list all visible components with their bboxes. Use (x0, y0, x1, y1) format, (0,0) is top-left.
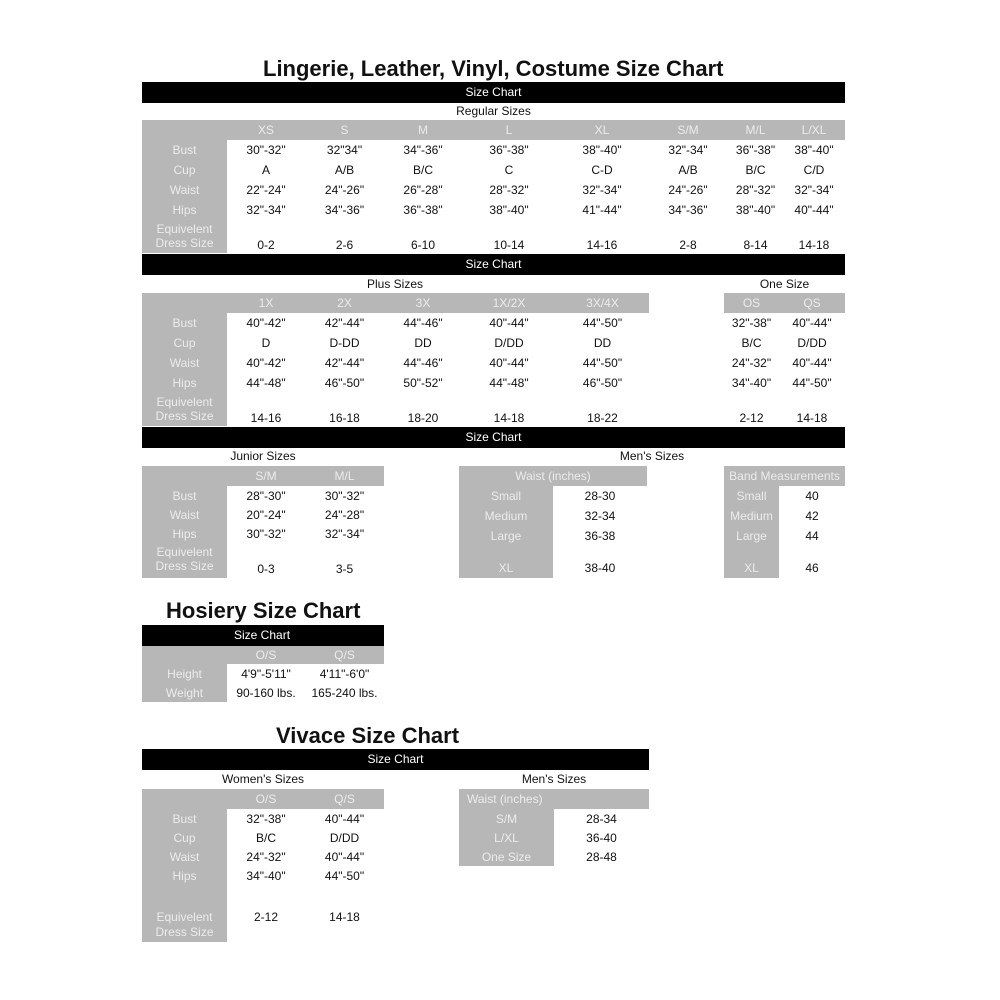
table-cell: 26"-28" (403, 183, 443, 197)
table-cell: 44"-50" (324, 868, 365, 883)
table-cell: 40"-44" (489, 356, 529, 370)
table-cell: 20"-24" (246, 507, 286, 522)
table-cell: 40"-42" (246, 316, 286, 330)
row-label: Hips (142, 866, 227, 885)
table-cell: 6-10 (410, 237, 436, 252)
table-cell: 28-34 (586, 811, 617, 826)
header-cell: OS (724, 293, 779, 313)
table-cell: D/DD (797, 336, 827, 350)
row-label: XL (724, 546, 779, 578)
row-label: Dress Size (142, 925, 227, 942)
table-row (459, 828, 649, 847)
row-label: Dress Size (142, 236, 227, 253)
table-cell: 44"-48" (489, 376, 529, 390)
table-cell: 0-3 (257, 561, 275, 576)
row-label: Hips (142, 524, 227, 543)
size-chart-bar-junior-mens: Size Chart (142, 427, 845, 448)
table-cell: 8-14 (743, 237, 768, 252)
size-chart-bar-regular: Size Chart (142, 82, 845, 103)
table-row (724, 409, 845, 426)
table-cell: 90-160 lbs. (236, 685, 296, 700)
row-label: Bust (142, 809, 227, 828)
table-cell: 28"-30" (246, 488, 286, 503)
header-cell: M (384, 120, 462, 140)
row-label: Dress Size (142, 559, 227, 578)
vivace-womens-title: Women's Sizes (221, 772, 305, 786)
row-label: Hips (142, 200, 227, 220)
table-cell: 38"-40" (489, 203, 529, 217)
table-row (459, 546, 647, 578)
table-cell: 32"-34" (582, 183, 622, 197)
table-cell: 40 (805, 489, 819, 503)
table-cell: 32"-34" (794, 183, 834, 197)
table-cell: 28-30 (584, 489, 616, 503)
regular-header-row (142, 120, 845, 140)
table-cell: 32-34 (584, 509, 616, 523)
regular-sizes-title: Regular Sizes (456, 104, 531, 118)
table-row (142, 200, 845, 220)
row-label: Small (724, 486, 779, 506)
table-cell: 44"-50" (792, 376, 832, 390)
header-cell: XS (227, 120, 305, 140)
vivace-mens-header-row (459, 789, 649, 809)
table-cell: 40"-44" (794, 203, 834, 217)
table-cell: 40"-44" (324, 849, 365, 864)
row-label: Waist (142, 353, 227, 373)
header-cell: XL (556, 120, 648, 140)
table-row (142, 559, 384, 578)
table-cell: 2-12 (739, 410, 764, 425)
table-cell: 2-8 (679, 237, 697, 252)
table-cell: 16-18 (329, 410, 360, 425)
vivace-mens-title: Men's Sizes (521, 772, 587, 786)
row-label: Cup (142, 333, 227, 353)
size-chart-bar-plus: Size Chart (142, 254, 845, 275)
row-label: Waist (142, 180, 227, 200)
hosiery-header-row (142, 646, 384, 664)
header-cell: M/L (305, 466, 384, 486)
table-cell: 46"-50" (324, 376, 365, 390)
header-cell (142, 120, 227, 140)
header-cell: S/M (227, 466, 305, 486)
row-label: Waist (142, 847, 227, 866)
vivace-title: Vivace Size Chart (276, 723, 460, 748)
header-cell (142, 466, 227, 486)
table-row (724, 353, 845, 373)
table-row (142, 236, 845, 253)
table-cell: 18-22 (587, 410, 618, 425)
row-label: Cup (142, 828, 227, 847)
table-row (142, 664, 384, 683)
table-cell: 34"-36" (324, 203, 365, 217)
row-label: Equivelent (142, 220, 227, 236)
table-cell: 34"-40" (731, 376, 772, 390)
hosiery-size-chart-bar: Size Chart (142, 625, 384, 646)
header-cell: Q/S (305, 646, 384, 664)
table-cell: 2-12 (253, 910, 279, 924)
vivace-womens-header-row (142, 789, 384, 809)
row-label: Bust (142, 486, 227, 505)
table-cell: 24"-26" (668, 183, 708, 197)
plus-sizes-table (142, 293, 649, 426)
table-cell: 40"-44" (792, 356, 832, 370)
table-cell: 38"-40" (735, 203, 776, 217)
table-cell: 34"-36" (668, 203, 708, 217)
table-cell: 30"-32" (246, 526, 286, 541)
table-cell: 24"-32" (246, 849, 286, 864)
header-cell: Waist (inches) (459, 466, 647, 486)
table-cell: 36-40 (586, 830, 617, 845)
row-label: Equivelent (142, 543, 227, 559)
table-cell: 36"-38" (489, 143, 529, 157)
row-label: XL (459, 546, 553, 578)
table-cell: 36-38 (584, 529, 616, 543)
table-cell: 32"-34" (246, 203, 286, 217)
regular-sizes-table (142, 120, 845, 253)
row-label: Height (142, 664, 227, 683)
table-cell: 2-6 (335, 237, 354, 252)
table-cell: B/C (745, 163, 766, 177)
table-row (142, 505, 384, 524)
table-cell: 44"-46" (403, 356, 443, 370)
header-cell: 1X/2X (462, 293, 556, 313)
row-label: Weight (142, 683, 227, 702)
table-row (724, 486, 845, 506)
header-cell: L/XL (783, 120, 845, 140)
table-row (142, 828, 384, 847)
table-cell: B/C (741, 336, 762, 350)
table-cell: A/B (334, 163, 355, 177)
table-cell: 14-18 (493, 410, 525, 425)
header-cell: 3X/4X (556, 293, 649, 313)
one-size-title: One Size (759, 277, 810, 291)
mens-waist-header-row (459, 466, 647, 486)
table-cell: 4'9"-5'11" (241, 666, 291, 681)
table-cell: 165-240 lbs. (311, 685, 378, 700)
table-row (724, 526, 845, 546)
vivace-mens-table (459, 789, 649, 866)
junior-header-row (142, 466, 384, 486)
table-cell: A (261, 163, 270, 177)
table-cell: 36"-38" (735, 143, 776, 157)
table-row (142, 180, 845, 200)
table-cell: C-D (591, 163, 613, 177)
table-cell: 3-5 (335, 561, 354, 576)
table-row (142, 373, 649, 393)
table-cell: DD (414, 336, 432, 350)
table-row (459, 486, 647, 506)
table-row (724, 506, 845, 526)
header-cell: 1X (227, 293, 305, 313)
header-cell (142, 293, 227, 313)
table-cell: 18-20 (407, 410, 439, 425)
header-cell: 3X (384, 293, 462, 313)
table-cell: D/DD (329, 830, 360, 845)
table-row (459, 809, 649, 828)
table-cell: 30"-32" (246, 143, 286, 157)
table-row (142, 353, 649, 373)
table-row (142, 220, 845, 236)
junior-sizes-table (142, 466, 384, 578)
table-row (459, 847, 649, 866)
header-cell (142, 789, 227, 809)
table-row (142, 313, 649, 333)
table-row (142, 409, 649, 426)
table-cell: C/D (803, 163, 825, 177)
header-cell: L (462, 120, 556, 140)
row-label: Bust (142, 140, 227, 160)
header-cell: 2X (305, 293, 384, 313)
row-label: L/XL (459, 828, 554, 847)
table-cell: 32"-34" (668, 143, 708, 157)
one-size-table (724, 293, 845, 426)
table-cell: 42"-44" (324, 316, 365, 330)
row-label: Medium (724, 506, 779, 526)
table-row (724, 333, 845, 353)
hosiery-title: Hosiery Size Chart (166, 598, 361, 623)
table-cell: 44"-48" (246, 376, 286, 390)
mens-waist-table (459, 466, 647, 578)
row-label: Large (459, 526, 553, 546)
table-cell: 38-40 (584, 561, 616, 575)
row-label: Small (459, 486, 553, 506)
table-row (459, 526, 647, 546)
table-row (142, 160, 845, 180)
table-cell: 28"-32" (735, 183, 776, 197)
table-cell: 38"-40" (794, 143, 834, 157)
table-cell: 14-18 (796, 410, 828, 425)
table-cell: 40"-44" (324, 811, 365, 826)
table-cell: 44"-50" (582, 316, 623, 330)
table-cell: 44 (805, 529, 819, 543)
table-cell: B/C (412, 163, 433, 177)
header-cell: O/S (227, 789, 305, 809)
table-cell: D (261, 336, 271, 350)
table-cell: 46"-50" (582, 376, 623, 390)
header-cell: S (305, 120, 384, 140)
table-cell: C (504, 163, 514, 177)
plus-header-row (142, 293, 649, 313)
row-label: One Size (459, 847, 554, 866)
vivace-womens-table (142, 789, 384, 942)
table-cell: 24"-26" (324, 183, 365, 197)
main-title: Lingerie, Leather, Vinyl, Costume Size Chart (263, 56, 724, 81)
table-row (142, 543, 384, 559)
table-cell: 40"-44" (792, 316, 832, 330)
table-cell: 28-48 (586, 849, 617, 864)
table-cell: 32"34" (326, 143, 363, 157)
table-cell: 41"-44" (582, 203, 622, 217)
table-cell: 42 (805, 509, 819, 523)
table-row (142, 925, 384, 942)
row-label: Large (724, 526, 779, 546)
table-cell: 34"-36" (403, 143, 443, 157)
table-row (724, 313, 845, 333)
table-cell: 14-18 (329, 910, 360, 924)
table-cell: 14-16 (586, 237, 618, 252)
row-label: Waist (142, 505, 227, 524)
table-row (142, 909, 384, 925)
table-cell: 30"-32" (324, 488, 365, 503)
table-row (724, 546, 845, 578)
header-cell: Band Measurements (724, 466, 845, 486)
table-row (142, 683, 384, 702)
table-cell: 14-18 (798, 237, 830, 252)
header-cell (142, 646, 227, 664)
mens-band-header-row (724, 466, 845, 486)
header-cell: M/L (728, 120, 783, 140)
table-cell: 44"-50" (582, 356, 623, 370)
table-cell: 14-16 (250, 410, 282, 425)
table-row (142, 847, 384, 866)
table-row (142, 809, 384, 828)
mens-band-table (724, 466, 845, 578)
header-cell: QS (779, 293, 845, 313)
header-cell: Q/S (305, 789, 384, 809)
table-row (142, 393, 649, 409)
table-row (142, 866, 384, 885)
table-cell: 24"-32" (731, 356, 772, 370)
table-cell: 24"-28" (324, 507, 365, 522)
vivace-size-chart-bar: Size Chart (142, 749, 649, 770)
table-row (142, 140, 845, 160)
table-row (724, 373, 845, 393)
table-cell: 10-14 (493, 237, 525, 252)
table-row (142, 333, 649, 353)
row-label: Equivelent (142, 393, 227, 409)
table-cell: 40"-42" (246, 356, 286, 370)
table-cell: D-DD (329, 336, 360, 350)
table-cell: 38"-40" (582, 143, 622, 157)
table-cell: B/C (255, 830, 276, 845)
table-cell: 32"-38" (246, 811, 286, 826)
table-cell: 36"-38" (403, 203, 443, 217)
table-cell: A/B (678, 163, 698, 177)
table-cell: 4'11"-6'0" (319, 666, 370, 681)
header-cell: S/M (648, 120, 728, 140)
table-row (142, 486, 384, 505)
table-cell: 44"-46" (403, 316, 443, 330)
row-label: Dress Size (142, 409, 227, 426)
row-label: Hips (142, 373, 227, 393)
table-cell: 32"-34" (324, 526, 365, 541)
hosiery-table (142, 646, 384, 702)
plus-sizes-title: Plus Sizes (366, 277, 424, 291)
row-label: Bust (142, 313, 227, 333)
header-cell: Waist (inches) (459, 789, 649, 809)
table-cell: 50"-52" (403, 376, 443, 390)
row-label: Medium (459, 506, 553, 526)
table-cell: 0-2 (257, 237, 275, 252)
mens-sizes-title: Men's Sizes (619, 449, 685, 463)
table-cell: 32"-38" (731, 316, 772, 330)
table-row (142, 524, 384, 543)
row-label: S/M (459, 809, 554, 828)
row-label: Cup (142, 160, 227, 180)
table-cell: 34"-40" (246, 868, 286, 883)
table-cell: 42"-44" (324, 356, 365, 370)
row-label: Equivelent (142, 909, 227, 925)
table-cell: 46 (805, 561, 819, 575)
table-cell: 40"-44" (489, 316, 529, 330)
header-cell: O/S (227, 646, 305, 664)
one-size-header-row (724, 293, 845, 313)
table-cell: DD (593, 336, 612, 350)
table-cell: D/DD (494, 336, 524, 350)
table-cell: 28"-32" (489, 183, 529, 197)
junior-sizes-title: Junior Sizes (230, 449, 296, 463)
table-cell: 22"-24" (246, 183, 286, 197)
table-row (459, 506, 647, 526)
